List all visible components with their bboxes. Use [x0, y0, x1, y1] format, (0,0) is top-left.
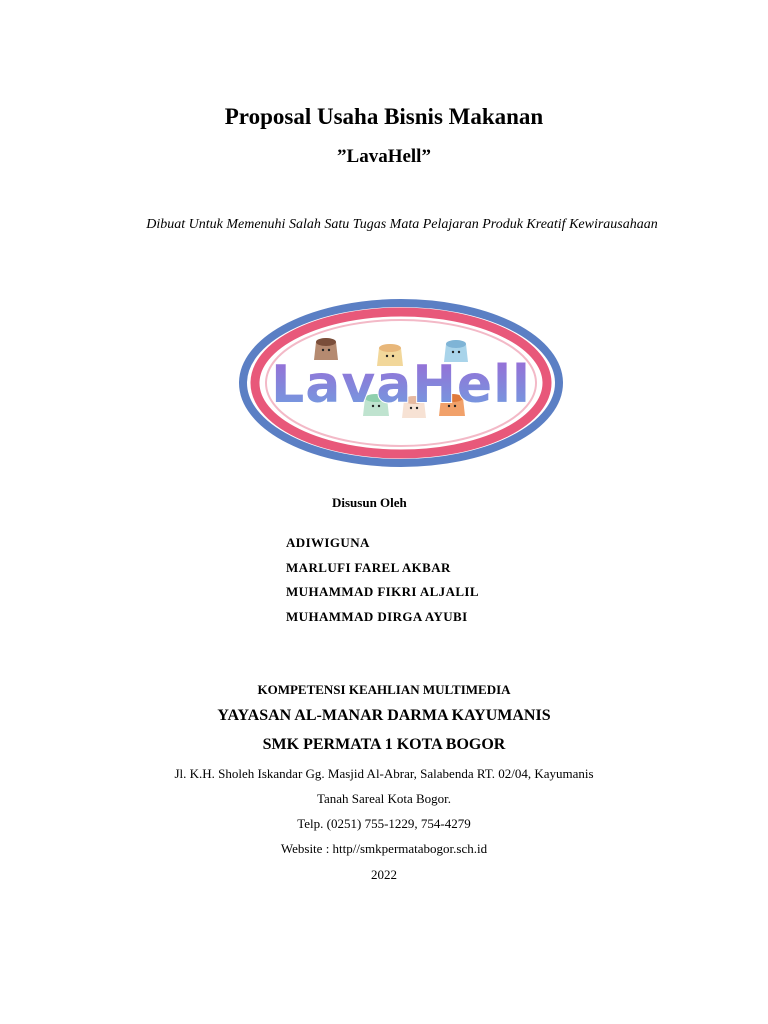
authors-list — [286, 531, 479, 629]
school-phone: Telp. (0251) 755-1229, 754-4279 — [297, 816, 471, 831]
competency-department: KOMPETENSI KEAHLIAN MULTIMEDIA — [257, 682, 511, 697]
author-name: MUHAMMAD FIKRI ALJALIL — [286, 584, 479, 599]
document-year: 2022 — [371, 867, 397, 882]
logo-wordmark: LavaHell — [271, 355, 531, 415]
school-name: SMK PERMATA 1 KOTA BOGOR — [262, 736, 506, 753]
prepared-by-label: Disusun Oleh — [332, 495, 407, 510]
author-name: MUHAMMAD DIRGA AYUBI — [286, 608, 468, 624]
school-address-line-1: Jl. K.H. Sholeh Iskandar Gg. Masjid Al-Abrar, Salabenda RT. 02/04, Kayumanis — [174, 766, 594, 781]
author-name: MARLUFI FAREL AKBAR — [286, 559, 451, 575]
school-website: Website : http//smkpermatabogor.sch.id — [280, 841, 488, 856]
foundation-name: YAYASAN AL-MANAR DARMA KAYUMANIS — [217, 707, 551, 724]
business-name: ”LavaHell” — [337, 146, 431, 167]
document-description: Dibuat Untuk Memenuhi Salah Satu Tugas Mata Pelajaran Produk Kreatif Kewirausahaan — [146, 217, 658, 232]
author-name: ADIWIGUNA — [286, 535, 370, 550]
school-address-line-2: Tanah Sareal Kota Bogor. — [316, 791, 452, 806]
document-title: Proposal Usaha Bisnis Makanan — [224, 104, 544, 129]
lavahell-logo — [238, 298, 564, 468]
